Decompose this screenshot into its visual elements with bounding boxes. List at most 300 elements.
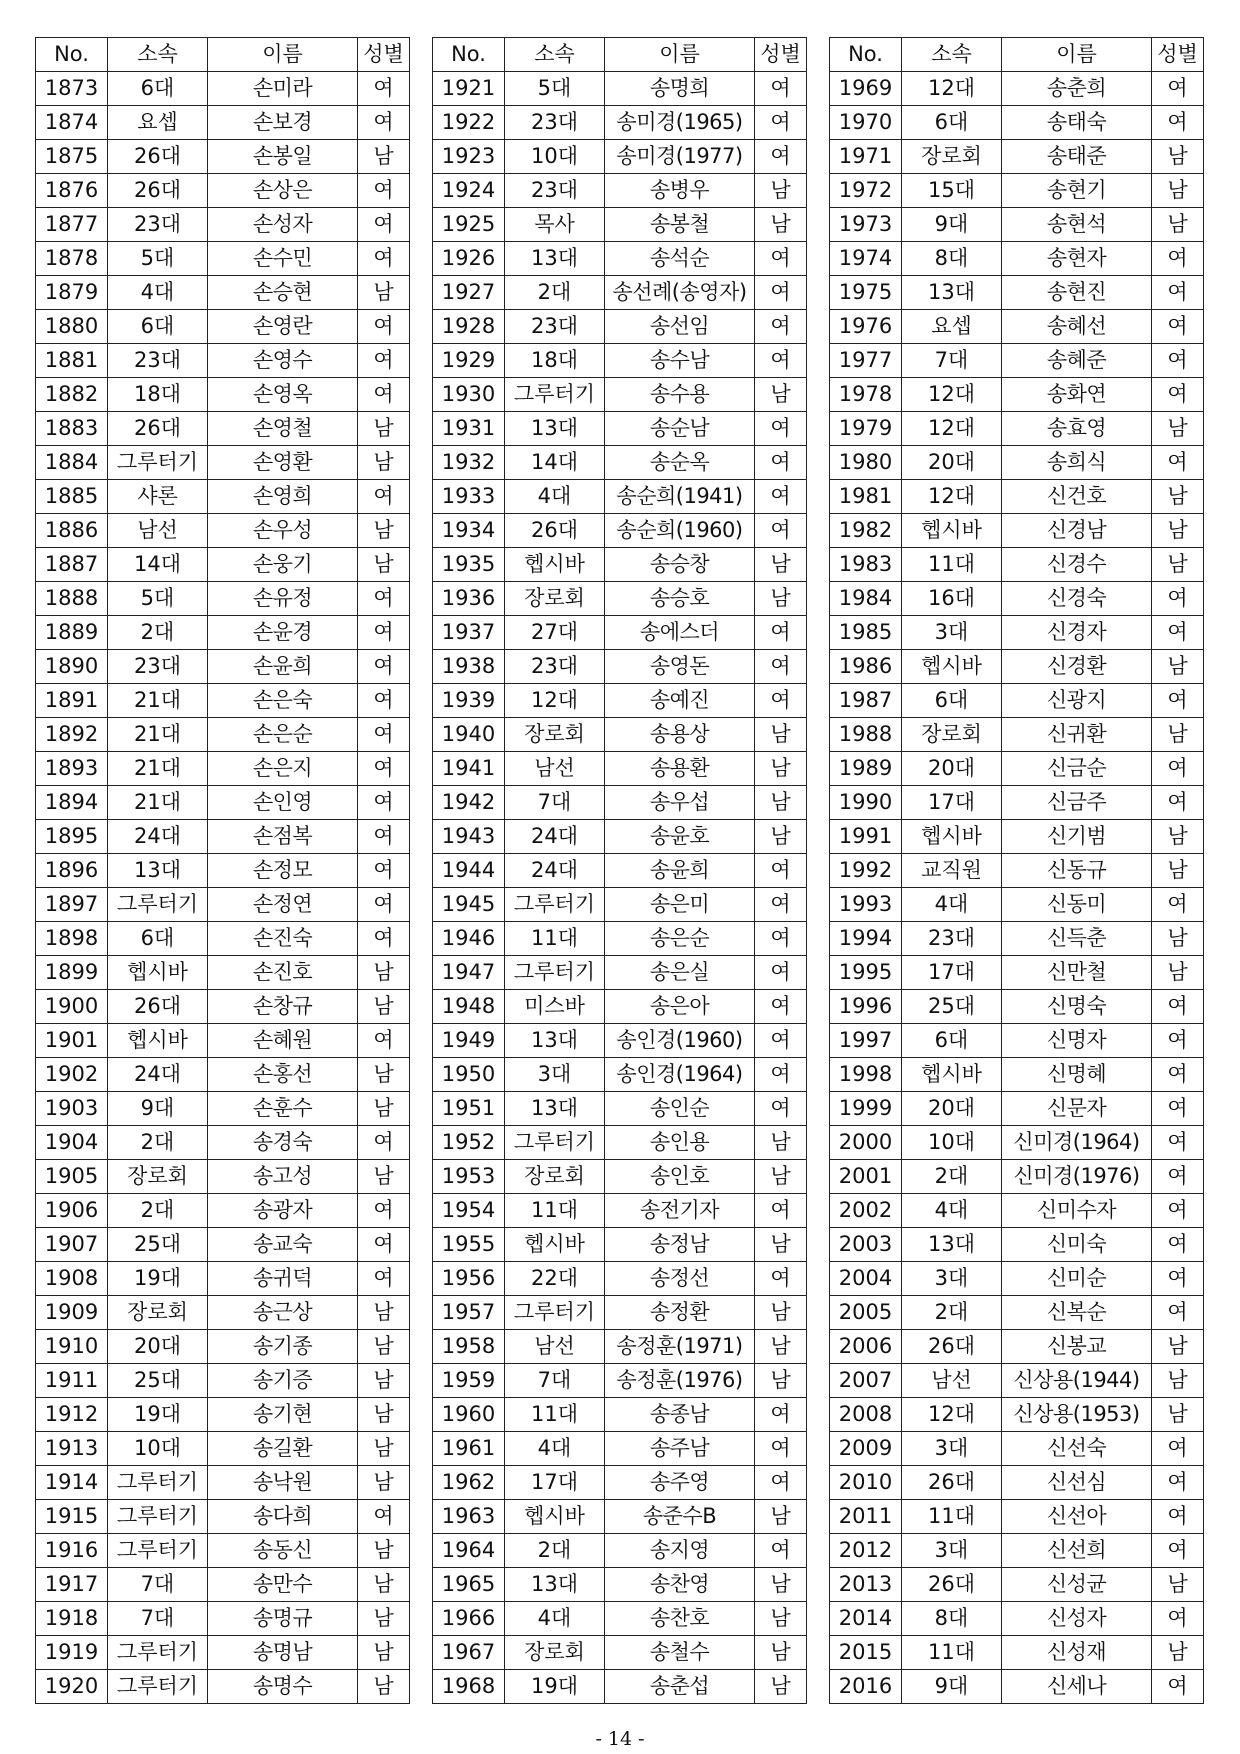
cell-gender: 남 (1152, 854, 1204, 888)
table-row (36, 1228, 410, 1262)
cell-name: 손영옥 (208, 378, 358, 412)
cell-no: 1888 (36, 582, 108, 616)
cell-no: 1939 (433, 684, 505, 718)
table-row (36, 480, 410, 514)
cell-no: 1970 (830, 106, 902, 140)
cell-gender: 여 (755, 888, 807, 922)
cell-gender: 남 (1152, 956, 1204, 990)
cell-name: 손혜원 (208, 1024, 358, 1058)
table-row (36, 1466, 410, 1500)
cell-affiliation: 헵시바 (902, 650, 1002, 684)
cell-gender: 여 (358, 616, 410, 650)
table-row (433, 1228, 807, 1262)
cell-affiliation: 2대 (108, 1126, 208, 1160)
cell-no: 1923 (433, 140, 505, 174)
table-row (433, 1636, 807, 1670)
cell-gender: 여 (1152, 1466, 1204, 1500)
cell-affiliation: 장로회 (108, 1296, 208, 1330)
table-row (830, 1126, 1204, 1160)
cell-no: 1912 (36, 1398, 108, 1432)
cell-name: 송기종 (208, 1330, 358, 1364)
page-number: - 14 - (595, 1728, 645, 1750)
cell-name: 송경숙 (208, 1126, 358, 1160)
cell-gender: 여 (1152, 1670, 1204, 1704)
cell-name: 손수민 (208, 242, 358, 276)
cell-name: 송만수 (208, 1568, 358, 1602)
cell-affiliation: 27대 (505, 616, 605, 650)
cell-affiliation: 7대 (505, 786, 605, 820)
cell-gender: 남 (755, 1670, 807, 1704)
cell-no: 1905 (36, 1160, 108, 1194)
cell-no: 1881 (36, 344, 108, 378)
cell-affiliation: 요셉 (902, 310, 1002, 344)
cell-name: 손봉일 (208, 140, 358, 174)
cell-no: 1877 (36, 208, 108, 242)
cell-no: 1976 (830, 310, 902, 344)
cell-affiliation: 13대 (505, 242, 605, 276)
cell-name: 송정훈(1976) (605, 1364, 755, 1398)
cell-no: 1972 (830, 174, 902, 208)
cell-no: 1963 (433, 1500, 505, 1534)
table-row (830, 1398, 1204, 1432)
cell-affiliation: 26대 (108, 412, 208, 446)
cell-gender: 여 (755, 1058, 807, 1092)
cell-name: 송고성 (208, 1160, 358, 1194)
cell-name: 신미경(1964) (1002, 1126, 1152, 1160)
cell-no: 1983 (830, 548, 902, 582)
table-row (830, 174, 1204, 208)
table-row (830, 1568, 1204, 1602)
cell-no: 2007 (830, 1364, 902, 1398)
cell-affiliation: 9대 (902, 1670, 1002, 1704)
table-row (433, 106, 807, 140)
cell-affiliation: 10대 (505, 140, 605, 174)
table-row (36, 1500, 410, 1534)
cell-no: 1920 (36, 1670, 108, 1704)
cell-name: 송에스더 (605, 616, 755, 650)
cell-no: 1936 (433, 582, 505, 616)
table-row (36, 174, 410, 208)
cell-no: 2004 (830, 1262, 902, 1296)
cell-no: 1997 (830, 1024, 902, 1058)
roster-table-2 (432, 37, 807, 1704)
cell-affiliation: 25대 (902, 990, 1002, 1024)
cell-gender: 여 (1152, 786, 1204, 820)
cell-gender: 남 (358, 1602, 410, 1636)
cell-affiliation: 7대 (902, 344, 1002, 378)
cell-gender: 남 (358, 1670, 410, 1704)
cell-name: 송태숙 (1002, 106, 1152, 140)
header-no: No. (36, 38, 108, 72)
cell-name: 송예진 (605, 684, 755, 718)
cell-name: 신미숙 (1002, 1228, 1152, 1262)
table-row (433, 1432, 807, 1466)
cell-name: 송봉철 (605, 208, 755, 242)
table-row (830, 378, 1204, 412)
cell-name: 송혜준 (1002, 344, 1152, 378)
cell-name: 송인경(1964) (605, 1058, 755, 1092)
table-row (433, 1330, 807, 1364)
cell-no: 1969 (830, 72, 902, 106)
cell-name: 송종남 (605, 1398, 755, 1432)
cell-name: 송효영 (1002, 412, 1152, 446)
cell-name: 손영란 (208, 310, 358, 344)
cell-affiliation: 13대 (505, 1024, 605, 1058)
cell-gender: 여 (1152, 1602, 1204, 1636)
cell-affiliation: 19대 (505, 1670, 605, 1704)
cell-gender: 남 (358, 1330, 410, 1364)
cell-gender: 여 (755, 106, 807, 140)
cell-affiliation: 5대 (108, 582, 208, 616)
table-row (433, 684, 807, 718)
table-row (830, 276, 1204, 310)
table-row (36, 412, 410, 446)
cell-gender: 여 (755, 140, 807, 174)
table-row (36, 1262, 410, 1296)
cell-gender: 여 (358, 344, 410, 378)
cell-affiliation: 8대 (902, 1602, 1002, 1636)
cell-gender: 남 (1152, 820, 1204, 854)
cell-affiliation: 그루터기 (505, 1296, 605, 1330)
table-row (830, 1364, 1204, 1398)
cell-gender: 여 (755, 956, 807, 990)
cell-name: 송은순 (605, 922, 755, 956)
cell-affiliation: 16대 (902, 582, 1002, 616)
cell-name: 손우성 (208, 514, 358, 548)
cell-gender: 여 (1152, 344, 1204, 378)
cell-no: 1957 (433, 1296, 505, 1330)
cell-gender: 여 (1152, 1500, 1204, 1534)
cell-affiliation: 3대 (902, 616, 1002, 650)
cell-no: 2013 (830, 1568, 902, 1602)
cell-affiliation: 헵시바 (902, 1058, 1002, 1092)
cell-affiliation: 15대 (902, 174, 1002, 208)
cell-no: 1964 (433, 1534, 505, 1568)
cell-affiliation: 22대 (505, 1262, 605, 1296)
cell-name: 신문자 (1002, 1092, 1152, 1126)
cell-no: 1962 (433, 1466, 505, 1500)
cell-no: 2015 (830, 1636, 902, 1670)
cell-name: 송순남 (605, 412, 755, 446)
cell-no: 1898 (36, 922, 108, 956)
cell-gender: 여 (1152, 990, 1204, 1024)
cell-no: 1913 (36, 1432, 108, 1466)
cell-gender: 여 (358, 174, 410, 208)
cell-affiliation: 20대 (902, 1092, 1002, 1126)
header-no: No. (433, 38, 505, 72)
header-row (433, 38, 807, 72)
cell-name: 신득춘 (1002, 922, 1152, 956)
cell-affiliation: 26대 (902, 1568, 1002, 1602)
cell-affiliation: 목사 (505, 208, 605, 242)
cell-no: 1875 (36, 140, 108, 174)
cell-gender: 여 (358, 1500, 410, 1534)
header-gender: 성별 (358, 38, 410, 72)
cell-name: 송인경(1960) (605, 1024, 755, 1058)
cell-name: 신경자 (1002, 616, 1152, 650)
table-row (36, 514, 410, 548)
cell-gender: 여 (755, 922, 807, 956)
table-row (433, 1194, 807, 1228)
table-row (36, 922, 410, 956)
cell-gender: 여 (358, 1262, 410, 1296)
cell-name: 송정훈(1971) (605, 1330, 755, 1364)
table-row (830, 990, 1204, 1024)
cell-affiliation: 4대 (505, 1432, 605, 1466)
cell-gender: 남 (358, 140, 410, 174)
cell-affiliation: 요셉 (108, 106, 208, 140)
table-row (36, 1330, 410, 1364)
cell-no: 1954 (433, 1194, 505, 1228)
cell-affiliation: 4대 (505, 480, 605, 514)
cell-no: 1974 (830, 242, 902, 276)
cell-affiliation: 23대 (505, 174, 605, 208)
cell-affiliation: 12대 (902, 480, 1002, 514)
cell-no: 1985 (830, 616, 902, 650)
cell-affiliation: 4대 (902, 888, 1002, 922)
cell-affiliation: 5대 (505, 72, 605, 106)
cell-affiliation: 11대 (902, 548, 1002, 582)
cell-name: 신건호 (1002, 480, 1152, 514)
header-affiliation: 소속 (108, 38, 208, 72)
cell-gender: 여 (1152, 888, 1204, 922)
table-row (830, 242, 1204, 276)
table-row (830, 1602, 1204, 1636)
cell-name: 송수남 (605, 344, 755, 378)
cell-name: 손윤경 (208, 616, 358, 650)
cell-gender: 남 (358, 956, 410, 990)
cell-gender: 여 (358, 106, 410, 140)
cell-name: 손유정 (208, 582, 358, 616)
table-row (36, 276, 410, 310)
cell-no: 1938 (433, 650, 505, 684)
cell-name: 손은지 (208, 752, 358, 786)
cell-gender: 남 (358, 514, 410, 548)
table-row (36, 548, 410, 582)
table-row (36, 310, 410, 344)
cell-affiliation: 12대 (902, 378, 1002, 412)
cell-affiliation: 장로회 (505, 718, 605, 752)
cell-gender: 남 (755, 752, 807, 786)
cell-no: 2009 (830, 1432, 902, 1466)
cell-gender: 남 (358, 548, 410, 582)
cell-no: 1953 (433, 1160, 505, 1194)
cell-name: 신성균 (1002, 1568, 1152, 1602)
table-row (433, 888, 807, 922)
cell-name: 송선례(송영자) (605, 276, 755, 310)
table-row (36, 1568, 410, 1602)
cell-affiliation: 19대 (108, 1262, 208, 1296)
cell-no: 1916 (36, 1534, 108, 1568)
cell-no: 1874 (36, 106, 108, 140)
cell-name: 송춘섭 (605, 1670, 755, 1704)
cell-affiliation: 6대 (902, 684, 1002, 718)
table-row (433, 1602, 807, 1636)
cell-no: 1984 (830, 582, 902, 616)
cell-name: 신동규 (1002, 854, 1152, 888)
cell-name: 손진숙 (208, 922, 358, 956)
table-row (830, 72, 1204, 106)
cell-affiliation: 그루터기 (108, 446, 208, 480)
cell-affiliation: 장로회 (505, 582, 605, 616)
cell-name: 송화연 (1002, 378, 1152, 412)
cell-no: 2011 (830, 1500, 902, 1534)
cell-gender: 여 (1152, 684, 1204, 718)
cell-no: 1959 (433, 1364, 505, 1398)
cell-name: 손은순 (208, 718, 358, 752)
cell-gender: 남 (1152, 480, 1204, 514)
cell-affiliation: 13대 (902, 276, 1002, 310)
cell-affiliation: 20대 (902, 752, 1002, 786)
cell-no: 1927 (433, 276, 505, 310)
cell-name: 송순옥 (605, 446, 755, 480)
cell-gender: 여 (1152, 310, 1204, 344)
table-row (830, 718, 1204, 752)
cell-gender: 여 (358, 684, 410, 718)
cell-affiliation: 13대 (505, 1568, 605, 1602)
cell-name: 송수용 (605, 378, 755, 412)
cell-name: 송은미 (605, 888, 755, 922)
cell-gender: 남 (358, 1364, 410, 1398)
cell-gender: 남 (1152, 548, 1204, 582)
cell-affiliation: 8대 (902, 242, 1002, 276)
header-name: 이름 (1002, 38, 1152, 72)
cell-affiliation: 24대 (108, 1058, 208, 1092)
table-row (433, 276, 807, 310)
table-row (830, 140, 1204, 174)
table-row (36, 990, 410, 1024)
cell-no: 1924 (433, 174, 505, 208)
cell-affiliation: 23대 (902, 922, 1002, 956)
table-row (36, 1194, 410, 1228)
cell-name: 송정남 (605, 1228, 755, 1262)
cell-name: 송현기 (1002, 174, 1152, 208)
cell-affiliation: 12대 (505, 684, 605, 718)
cell-gender: 남 (755, 1296, 807, 1330)
cell-name: 신선희 (1002, 1534, 1152, 1568)
cell-gender: 여 (755, 854, 807, 888)
table-row (830, 854, 1204, 888)
cell-no: 1878 (36, 242, 108, 276)
cell-no: 2008 (830, 1398, 902, 1432)
cell-affiliation: 2대 (505, 276, 605, 310)
table-row (36, 208, 410, 242)
table-row (36, 684, 410, 718)
cell-gender: 여 (358, 786, 410, 820)
cell-name: 송정환 (605, 1296, 755, 1330)
cell-no: 2010 (830, 1466, 902, 1500)
cell-affiliation: 11대 (902, 1500, 1002, 1534)
header-gender: 성별 (1152, 38, 1204, 72)
cell-affiliation: 26대 (108, 990, 208, 1024)
cell-gender: 남 (358, 1466, 410, 1500)
cell-affiliation: 3대 (505, 1058, 605, 1092)
table-row (433, 1024, 807, 1058)
table-row (433, 1670, 807, 1704)
table-row (36, 140, 410, 174)
table-row (36, 1636, 410, 1670)
cell-no: 1884 (36, 446, 108, 480)
cell-gender: 여 (755, 446, 807, 480)
cell-no: 1988 (830, 718, 902, 752)
cell-gender: 남 (755, 582, 807, 616)
table-row (830, 1500, 1204, 1534)
cell-no: 1900 (36, 990, 108, 1024)
cell-affiliation: 4대 (108, 276, 208, 310)
cell-name: 신미경(1976) (1002, 1160, 1152, 1194)
cell-no: 1929 (433, 344, 505, 378)
cell-no: 1918 (36, 1602, 108, 1636)
cell-affiliation: 23대 (505, 106, 605, 140)
cell-no: 1949 (433, 1024, 505, 1058)
table-row (36, 1670, 410, 1704)
cell-affiliation: 그루터기 (108, 1636, 208, 1670)
table-row (830, 1296, 1204, 1330)
cell-affiliation: 장로회 (505, 1636, 605, 1670)
table-row (433, 1534, 807, 1568)
cell-name: 송다희 (208, 1500, 358, 1534)
header-gender: 성별 (755, 38, 807, 72)
cell-name: 송선임 (605, 310, 755, 344)
cell-affiliation: 23대 (108, 208, 208, 242)
cell-affiliation: 5대 (108, 242, 208, 276)
cell-no: 1946 (433, 922, 505, 956)
table-row (36, 1534, 410, 1568)
cell-no: 1991 (830, 820, 902, 854)
cell-affiliation: 26대 (902, 1330, 1002, 1364)
table-row (830, 1534, 1204, 1568)
roster-table-3 (829, 37, 1204, 1704)
cell-no: 1879 (36, 276, 108, 310)
cell-affiliation: 3대 (902, 1534, 1002, 1568)
cell-affiliation: 6대 (108, 72, 208, 106)
cell-no: 1873 (36, 72, 108, 106)
cell-affiliation: 11대 (505, 922, 605, 956)
cell-gender: 남 (755, 174, 807, 208)
cell-name: 송주남 (605, 1432, 755, 1466)
cell-no: 1921 (433, 72, 505, 106)
table-row (433, 956, 807, 990)
cell-gender: 남 (358, 1534, 410, 1568)
cell-affiliation: 13대 (505, 1092, 605, 1126)
cell-name: 신명혜 (1002, 1058, 1152, 1092)
cell-gender: 여 (755, 242, 807, 276)
cell-affiliation: 헵시바 (108, 956, 208, 990)
cell-gender: 여 (1152, 1024, 1204, 1058)
table-row (433, 990, 807, 1024)
cell-name: 손성자 (208, 208, 358, 242)
table-row (433, 480, 807, 514)
cell-no: 1951 (433, 1092, 505, 1126)
table-row (36, 650, 410, 684)
cell-affiliation: 23대 (108, 344, 208, 378)
cell-gender: 여 (358, 310, 410, 344)
table-row (433, 1262, 807, 1296)
cell-no: 1986 (830, 650, 902, 684)
cell-name: 신만철 (1002, 956, 1152, 990)
cell-name: 송찬영 (605, 1568, 755, 1602)
cell-affiliation: 헵시바 (902, 820, 1002, 854)
cell-affiliation: 24대 (505, 820, 605, 854)
cell-gender: 남 (1152, 922, 1204, 956)
cell-no: 1981 (830, 480, 902, 514)
cell-no: 1945 (433, 888, 505, 922)
table-row (830, 922, 1204, 956)
cell-name: 손웅기 (208, 548, 358, 582)
cell-name: 송춘희 (1002, 72, 1152, 106)
cell-gender: 여 (1152, 106, 1204, 140)
cell-affiliation: 남선 (108, 514, 208, 548)
